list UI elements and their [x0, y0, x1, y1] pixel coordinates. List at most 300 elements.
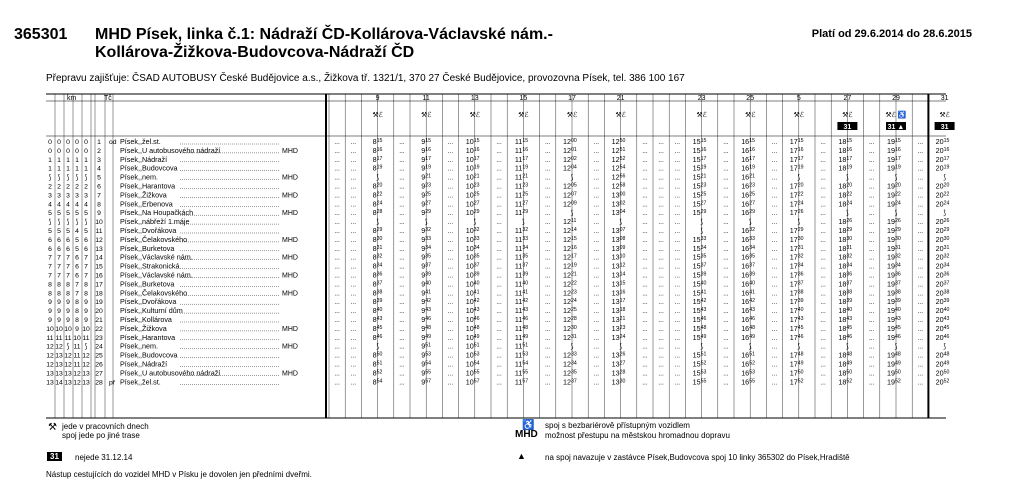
time-minute: 20 — [943, 182, 950, 189]
time-minute: 30 — [895, 235, 901, 242]
trip-number: 25 — [746, 95, 755, 102]
time-hour: 8 — [372, 323, 377, 333]
empty-cell: ... — [658, 361, 664, 369]
empty-cell: ... — [447, 245, 454, 253]
empty-cell: ... — [674, 254, 681, 262]
time-hour: 9 — [421, 306, 426, 316]
badge-31-icon: 31 — [47, 452, 62, 461]
empty-cell: ... — [350, 147, 357, 155]
time-hour: 11 — [514, 341, 523, 351]
empty-cell: ... — [447, 236, 454, 244]
time-hour: 20 — [935, 145, 944, 155]
time-minute: 40 — [797, 307, 804, 314]
time-hour: 18 — [838, 359, 847, 369]
empty-cell: ... — [447, 299, 454, 307]
time-minute: 52 — [376, 369, 383, 376]
empty-cell: ... — [642, 308, 648, 316]
km-value: 9 — [84, 299, 88, 307]
time-hour: 11 — [514, 350, 523, 360]
time-hour: 15 — [692, 154, 701, 164]
time-minute: 37 — [797, 280, 804, 287]
time-minute: 48 — [895, 351, 901, 358]
empty-cell: ... — [399, 201, 405, 209]
time-hour: 9 — [421, 154, 426, 164]
time-hour: 20 — [935, 226, 944, 235]
empty-cell: ... — [334, 370, 340, 378]
time-hour: 16 — [741, 288, 750, 298]
empty-cell: ... — [674, 281, 681, 289]
time-minute: 52 — [895, 378, 901, 385]
stop-order: 14 — [95, 254, 103, 262]
km-value: 10 — [46, 325, 54, 333]
empty-cell: ... — [350, 325, 357, 333]
empty-cell: ... — [658, 281, 664, 289]
trip-symbol-icon: ⚒ℰ — [939, 112, 950, 119]
time-hour: 19 — [887, 306, 895, 316]
km-value: 12 — [46, 343, 54, 351]
empty-cell: ... — [334, 317, 340, 324]
empty-cell: ... — [642, 272, 648, 280]
empty-cell: ... — [642, 281, 648, 289]
empty-cell: ... — [917, 379, 924, 387]
trip-number: 29 — [892, 95, 900, 102]
time-minute: 27 — [700, 200, 707, 207]
empty-cell: ... — [350, 343, 357, 351]
empty-cell: ... — [399, 317, 405, 324]
km-value: 7 — [84, 263, 88, 271]
time-hour: 20 — [935, 270, 944, 280]
time-minute: 46 — [376, 333, 383, 340]
empty-cell: ... — [334, 147, 340, 155]
time-hour: 13 — [611, 234, 620, 244]
time-hour: 18 — [838, 279, 847, 289]
time-minute: 57 — [473, 378, 480, 385]
empty-cell: ... — [496, 361, 502, 369]
empty-cell: ... — [399, 165, 405, 173]
empty-cell: ... — [771, 272, 778, 280]
empty-cell: ... — [350, 308, 357, 316]
empty-cell: ... — [334, 165, 340, 173]
time-minute: 33 — [749, 235, 755, 242]
km-value: 8 — [75, 299, 79, 307]
time-minute: 54 — [522, 360, 529, 367]
time-hour: 12 — [563, 297, 571, 307]
time-hour: 13 — [611, 315, 620, 324]
empty-cell: ... — [868, 361, 875, 369]
time-hour: 11 — [514, 172, 523, 182]
time-minute: 36 — [797, 271, 804, 278]
empty-cell: ... — [334, 228, 340, 235]
empty-cell: ... — [544, 139, 551, 146]
time-hour: 15 — [692, 368, 701, 378]
empty-cell: ... — [642, 290, 648, 298]
empty-cell: ... — [917, 263, 924, 271]
empty-cell: ... — [820, 201, 826, 209]
km-value: 11 — [55, 334, 63, 342]
km-value: 6 — [57, 236, 61, 244]
empty-cell: ... — [868, 352, 875, 360]
time-hour: 8 — [372, 261, 377, 271]
empty-cell: ... — [447, 183, 454, 191]
km-value: 10 — [82, 325, 90, 333]
empty-cell: ... — [544, 245, 551, 253]
empty-cell: ... — [642, 183, 648, 191]
time-minute: 34 — [376, 262, 383, 269]
time-hour: 12 — [611, 163, 620, 173]
time-hour: 16 — [741, 145, 750, 155]
time-minute: 50 — [797, 369, 804, 376]
empty-cell: ... — [496, 290, 502, 298]
time-hour: 10 — [465, 145, 474, 155]
empty-cell: ... — [399, 290, 405, 298]
empty-cell: ... — [593, 192, 600, 200]
empty-cell: ... — [658, 343, 664, 351]
time-minute: 29 — [376, 227, 383, 233]
km-value: 8 — [48, 281, 52, 289]
time-minute: 51 — [522, 342, 529, 349]
time-minute: 49 — [846, 360, 853, 367]
empty-cell: ... — [350, 379, 357, 387]
empty-cell: ... — [334, 174, 340, 182]
empty-cell: ... — [917, 272, 924, 280]
time-minute: 40 — [425, 280, 431, 287]
time-hour: 9 — [421, 332, 426, 342]
empty-cell: ... — [868, 379, 875, 387]
time-minute: 52 — [749, 360, 755, 367]
km-value: 1 — [57, 165, 61, 173]
time-minute: 42 — [522, 298, 529, 305]
empty-cell: ... — [658, 290, 664, 298]
time-hour: 19 — [887, 288, 895, 298]
time-hour: 12 — [563, 137, 571, 146]
empty-cell: ... — [334, 343, 340, 351]
time-hour: 11 — [514, 190, 523, 200]
km-value: 6 — [75, 272, 79, 280]
time-minute: 17 — [797, 155, 804, 162]
time-hour: 15 — [692, 163, 701, 173]
km-value: 9 — [84, 317, 88, 324]
empty-cell: ... — [544, 254, 551, 262]
empty-cell: ... — [642, 156, 648, 164]
stop-name: Písek,,Kulturní dům — [120, 306, 183, 316]
time-hour: 12 — [611, 172, 620, 182]
time-minute: 17 — [895, 155, 901, 162]
time-minute: 29 — [749, 209, 755, 216]
time-minute: 52 — [700, 360, 707, 367]
empty-cell: ... — [723, 165, 729, 173]
stop-order: 6 — [97, 183, 101, 191]
time-minute: 52 — [943, 378, 950, 385]
empty-cell: ... — [771, 210, 778, 218]
empty-cell: ... — [674, 343, 681, 351]
time-hour: 18 — [838, 137, 847, 146]
time-minute: 55 — [700, 378, 707, 385]
time-hour: 16 — [741, 279, 750, 289]
time-hour: 19 — [887, 234, 895, 244]
time-minute: 31 — [571, 333, 577, 340]
stop-order: 21 — [95, 317, 103, 324]
time-hour: 9 — [421, 252, 426, 262]
time-hour: 18 — [838, 199, 847, 209]
empty-cell: ... — [820, 147, 826, 155]
trip-symbol-icon: ⚒ℰ — [420, 112, 432, 119]
time-minute: 29 — [797, 227, 804, 233]
time-hour: 17 — [789, 359, 798, 369]
empty-cell: ... — [674, 379, 681, 387]
km-value: 12 — [82, 361, 90, 369]
time-hour: 20 — [935, 137, 944, 146]
empty-cell: ... — [544, 361, 551, 369]
km-value: 8 — [75, 317, 79, 324]
time-hour: 19 — [887, 163, 895, 173]
empty-cell: ... — [593, 370, 600, 378]
time-minute: 33 — [522, 235, 529, 242]
empty-cell: ... — [771, 236, 778, 244]
empty-cell: ... — [771, 290, 778, 298]
time-minute: 29 — [895, 227, 901, 233]
time-minute: 42 — [700, 298, 707, 305]
empty-cell: ... — [917, 201, 924, 209]
empty-cell: ... — [544, 334, 551, 342]
time-minute: 12 — [619, 262, 626, 269]
time-minute: 43 — [473, 307, 480, 314]
stop-order: 7 — [97, 192, 101, 200]
time-hour: 18 — [838, 252, 847, 262]
time-minute: 50 — [943, 369, 950, 376]
stop-order: 2 — [97, 147, 101, 155]
time-minute: 32 — [943, 253, 950, 260]
time-hour: 13 — [611, 288, 620, 298]
time-minute: 40 — [700, 280, 707, 287]
km-value: 5 — [66, 228, 70, 235]
wheelchair-icon: ♿ — [522, 420, 535, 431]
time-hour: 18 — [838, 368, 847, 378]
time-hour: 9 — [421, 323, 426, 333]
empty-cell: ... — [642, 174, 648, 182]
time-minute: 27 — [473, 200, 480, 207]
time-hour: 19 — [887, 261, 895, 271]
skip-marker: ⟆ — [894, 343, 898, 351]
km-value: 3 — [84, 192, 88, 200]
stop-name: Písek,,Harantova — [120, 181, 176, 191]
time-hour: 16 — [741, 154, 750, 164]
time-hour: 10 — [465, 154, 474, 164]
empty-cell: ... — [868, 236, 875, 244]
time-minute: 28 — [376, 209, 383, 216]
empty-cell: ... — [334, 245, 340, 253]
km-value: 4 — [75, 201, 79, 209]
empty-cell: ... — [447, 201, 454, 209]
time-minute: 46 — [943, 333, 950, 340]
time-minute: 48 — [473, 324, 480, 331]
stop-name: Písek,,Harantova — [120, 332, 176, 342]
empty-cell: ... — [544, 317, 551, 324]
time-minute: 50 — [376, 351, 383, 358]
empty-cell: ... — [723, 210, 729, 218]
time-minute: 49 — [895, 360, 901, 367]
time-minute: 35 — [473, 253, 480, 260]
time-minute: 33 — [473, 235, 480, 242]
time-minute: 37 — [376, 280, 383, 287]
km-value: 9 — [48, 317, 52, 324]
time-hour: 8 — [372, 252, 377, 262]
empty-cell: ... — [868, 201, 875, 209]
empty-cell: ... — [350, 334, 357, 342]
km-value: 8 — [57, 290, 61, 298]
empty-cell: ... — [820, 245, 826, 253]
time-minute: 16 — [749, 146, 755, 153]
stop-order: 18 — [95, 290, 103, 298]
time-hour: 12 — [611, 145, 620, 155]
time-minute: 16 — [522, 146, 529, 153]
time-hour: 11 — [514, 315, 523, 324]
time-minute: 10 — [619, 253, 626, 260]
time-minute: 43 — [895, 316, 901, 322]
time-hour: 19 — [887, 243, 895, 253]
empty-cell: ... — [447, 325, 454, 333]
time-hour: 16 — [741, 306, 750, 316]
empty-cell: ... — [350, 263, 357, 271]
stop-order: 10 — [95, 219, 103, 227]
time-hour: 12 — [563, 234, 571, 244]
stop-order: 17 — [95, 281, 103, 289]
empty-cell: ... — [868, 290, 875, 298]
km-value: 1 — [75, 156, 79, 164]
km-value: 0 — [66, 147, 70, 155]
empty-cell: ... — [544, 343, 551, 351]
empty-cell: ... — [642, 139, 648, 146]
time-minute: 35 — [749, 253, 755, 260]
time-hour: 12 — [611, 137, 620, 146]
time-hour: 12 — [563, 190, 571, 200]
time-hour: 15 — [692, 270, 701, 280]
time-hour: 20 — [935, 217, 944, 227]
time-minute: 40 — [473, 280, 480, 287]
empty-cell: ... — [399, 245, 405, 253]
empty-cell: ... — [658, 334, 664, 342]
time-hour: 11 — [514, 368, 523, 378]
time-hour: 18 — [838, 190, 847, 200]
skip-marker: ⟆ — [700, 343, 703, 351]
km-value: ⟆ — [84, 343, 88, 351]
trip-number: 23 — [697, 95, 706, 102]
time-hour: 10 — [465, 306, 474, 316]
skip-marker: ⟆ — [619, 343, 622, 351]
time-hour: 16 — [741, 332, 750, 342]
trip-number: 9 — [375, 95, 380, 102]
empty-cell: ... — [723, 245, 729, 253]
empty-cell: ... — [544, 192, 551, 200]
empty-cell: ... — [771, 219, 778, 227]
time-hour: 12 — [611, 181, 620, 191]
mhd-marker: MHD — [282, 325, 298, 333]
skip-marker: ⟆ — [797, 174, 801, 182]
time-hour: 10 — [465, 243, 474, 253]
empty-cell: ... — [658, 254, 664, 262]
skip-marker: ⟆ — [376, 174, 379, 182]
km-value: 12 — [46, 352, 54, 360]
empty-cell: ... — [868, 156, 875, 164]
empty-cell: ... — [820, 361, 826, 369]
time-minute: 43 — [846, 316, 853, 322]
empty-cell: ... — [674, 361, 681, 369]
km-value: 0 — [66, 139, 70, 146]
skip-marker: ⟆ — [748, 219, 752, 227]
empty-cell: ... — [544, 165, 551, 173]
empty-cell: ... — [658, 219, 664, 227]
empty-cell: ... — [723, 192, 729, 200]
time-minute: 15 — [895, 138, 901, 144]
empty-cell: ... — [771, 343, 778, 351]
time-minute: 20 — [895, 182, 901, 189]
km-value: 13 — [55, 370, 63, 378]
time-minute: 15 — [473, 138, 480, 144]
km-value: ⟆ — [57, 174, 61, 182]
empty-cell: ... — [642, 263, 648, 271]
time-minute: 43 — [376, 316, 383, 322]
time-hour: 12 — [563, 270, 571, 280]
empty-cell: ... — [723, 263, 729, 271]
mhd-marker: MHD — [282, 192, 298, 200]
km-value: 5 — [57, 210, 61, 218]
time-hour: 11 — [514, 359, 523, 369]
trip-symbol-icon: ⚒ℰ — [842, 112, 853, 119]
time-minute: 19 — [700, 164, 707, 171]
empty-cell: ... — [723, 379, 729, 387]
time-hour: 19 — [887, 199, 895, 209]
empty-cell: ... — [593, 201, 600, 209]
km-value: 1 — [48, 156, 52, 164]
km-value: 11 — [73, 352, 81, 360]
km-value: 12 — [64, 352, 72, 360]
time-hour: 10 — [465, 208, 474, 218]
empty-cell: ... — [723, 299, 729, 307]
time-hour: 11 — [514, 154, 523, 164]
time-hour: 15 — [692, 279, 701, 289]
skip-marker: ⟆ — [570, 174, 574, 182]
empty-cell: ... — [771, 139, 778, 146]
time-hour: 12 — [563, 315, 571, 324]
empty-cell: ... — [917, 219, 924, 227]
stop-order: 28 — [95, 379, 103, 387]
empty-cell: ... — [642, 254, 648, 262]
empty-cell: ... — [723, 174, 729, 182]
empty-cell: ... — [496, 236, 502, 244]
time-hour: 11 — [514, 208, 523, 218]
trip-badge-text: 31 ▲ — [887, 124, 905, 131]
empty-cell: ... — [544, 352, 551, 360]
empty-cell: ... — [593, 308, 600, 316]
empty-cell: ... — [868, 228, 875, 235]
empty-cell: ... — [658, 165, 664, 173]
km-value: 5 — [75, 236, 79, 244]
time-minute: 25 — [522, 191, 529, 198]
empty-cell: ... — [820, 174, 826, 182]
time-hour: 17 — [789, 323, 798, 333]
empty-cell: ... — [447, 308, 454, 316]
empty-cell: ... — [447, 219, 454, 227]
time-minute: 19 — [473, 164, 480, 171]
empty-cell: ... — [350, 254, 357, 262]
empty-cell: ... — [593, 147, 600, 155]
empty-cell: ... — [334, 201, 340, 209]
empty-cell: ... — [723, 219, 729, 227]
km-value: 4 — [75, 228, 79, 235]
time-minute: 32 — [425, 227, 431, 233]
empty-cell: ... — [771, 299, 778, 307]
empty-cell: ... — [642, 165, 648, 173]
time-minute: 51 — [700, 351, 707, 358]
